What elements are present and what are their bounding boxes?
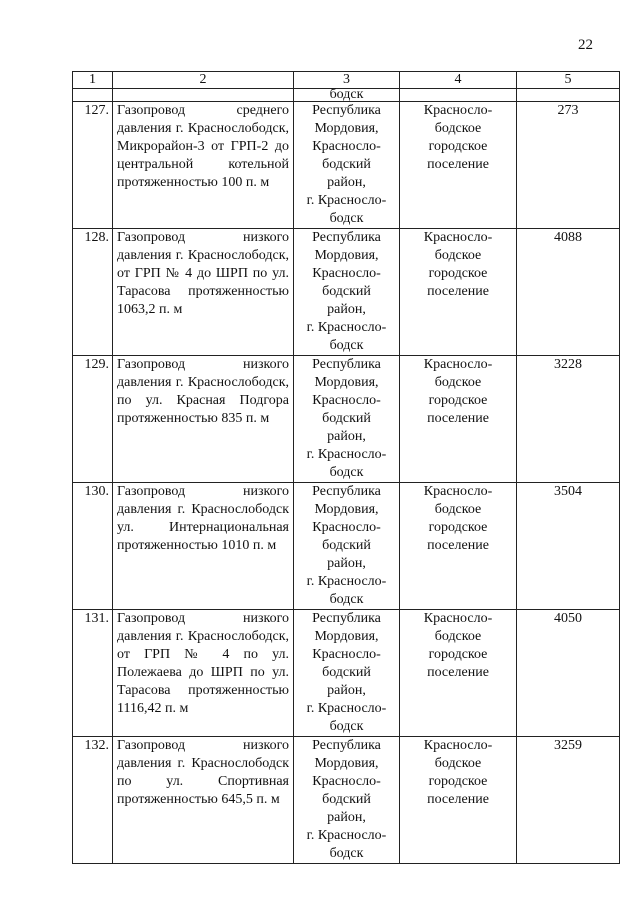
cell-value: 3228 [517,356,620,483]
cell-municipality [400,89,517,102]
property-table [72,71,620,864]
table-row [73,102,620,229]
column-header: 5 [517,72,620,89]
cell-num: 130. [73,483,113,610]
column-header: 1 [73,72,113,89]
cell-name: Газопровод низкого давления г. Краснослободск, от ГРП № 4 по ул. Полежаева до ШРП по ул. Тарасова протяженностью 1116,42 п. м [113,610,294,737]
cell-location: Республика Мордовия, Краснослo- бодский район, г. Краснослo- бодск [294,737,400,864]
cell-location: бодск [294,89,400,102]
cell-value [517,89,620,102]
cell-value: 3504 [517,483,620,610]
table-row [73,356,620,483]
cell-num: 129. [73,356,113,483]
cell-municipality: Краснослo- бодское городское поселение [400,356,517,483]
cell-municipality: Краснослo- бодское городское поселение [400,102,517,229]
column-header: 2 [113,72,294,89]
cell-location: Республика Мордовия, Краснослo- бодский район, г. Краснослo- бодск [294,102,400,229]
cell-value: 4088 [517,229,620,356]
column-header: 4 [400,72,517,89]
cell-municipality: Краснослo- бодское городское поселение [400,483,517,610]
table-row [73,610,620,737]
cell-num: 127. [73,102,113,229]
table-row [73,229,620,356]
cell-name: Газопровод низкого давления г. Краснослободск, от ГРП № 4 до ШРП по ул. Тарасова протяженностью 1063,2 п. м [113,229,294,356]
cell-value: 273 [517,102,620,229]
cell-municipality: Краснослo- бодское городское поселение [400,610,517,737]
cell-num: 132. [73,737,113,864]
table-row [73,737,620,864]
page-number: 22 [578,37,593,53]
cell-num: 131. [73,610,113,737]
table-row [73,483,620,610]
column-header: 3 [294,72,400,89]
cell-name: Газопровод низкого давления г. Краснослободск ул. Интернациональная протяженностью 1010 п. м [113,483,294,610]
cell-name [113,89,294,102]
cell-value: 4050 [517,610,620,737]
cell-value: 3259 [517,737,620,864]
cell-municipality: Краснослo- бодское городское поселение [400,737,517,864]
cell-location: Республика Мордовия, Краснослo- бодский район, г. Краснослo- бодск [294,483,400,610]
cell-name: Газопровод низкого давления г. Краснослободск по ул. Спортивная протяженностью 645,5 п. м [113,737,294,864]
cell-location: Республика Мордовия, Краснослo- бодский район, г. Краснослo- бодск [294,229,400,356]
cell-name: Газопровод низкого давления г. Краснослободск, по ул. Красная Подгора протяженностью 835 п. м [113,356,294,483]
cell-num [73,89,113,102]
cell-municipality: Краснослo- бодское городское поселение [400,229,517,356]
cell-name: Газопровод среднего давления г. Краснослободск, Микрорайон-3 от ГРП-2 до центральной котельной протяженностью 100 п. м [113,102,294,229]
header-row [73,72,620,89]
cell-location: Республика Мордовия, Краснослo- бодский район, г. Краснослo- бодск [294,356,400,483]
cell-location: Республика Мордовия, Краснослo- бодский район, г. Краснослo- бодск [294,610,400,737]
cell-num: 128. [73,229,113,356]
continuation-row [73,89,620,102]
